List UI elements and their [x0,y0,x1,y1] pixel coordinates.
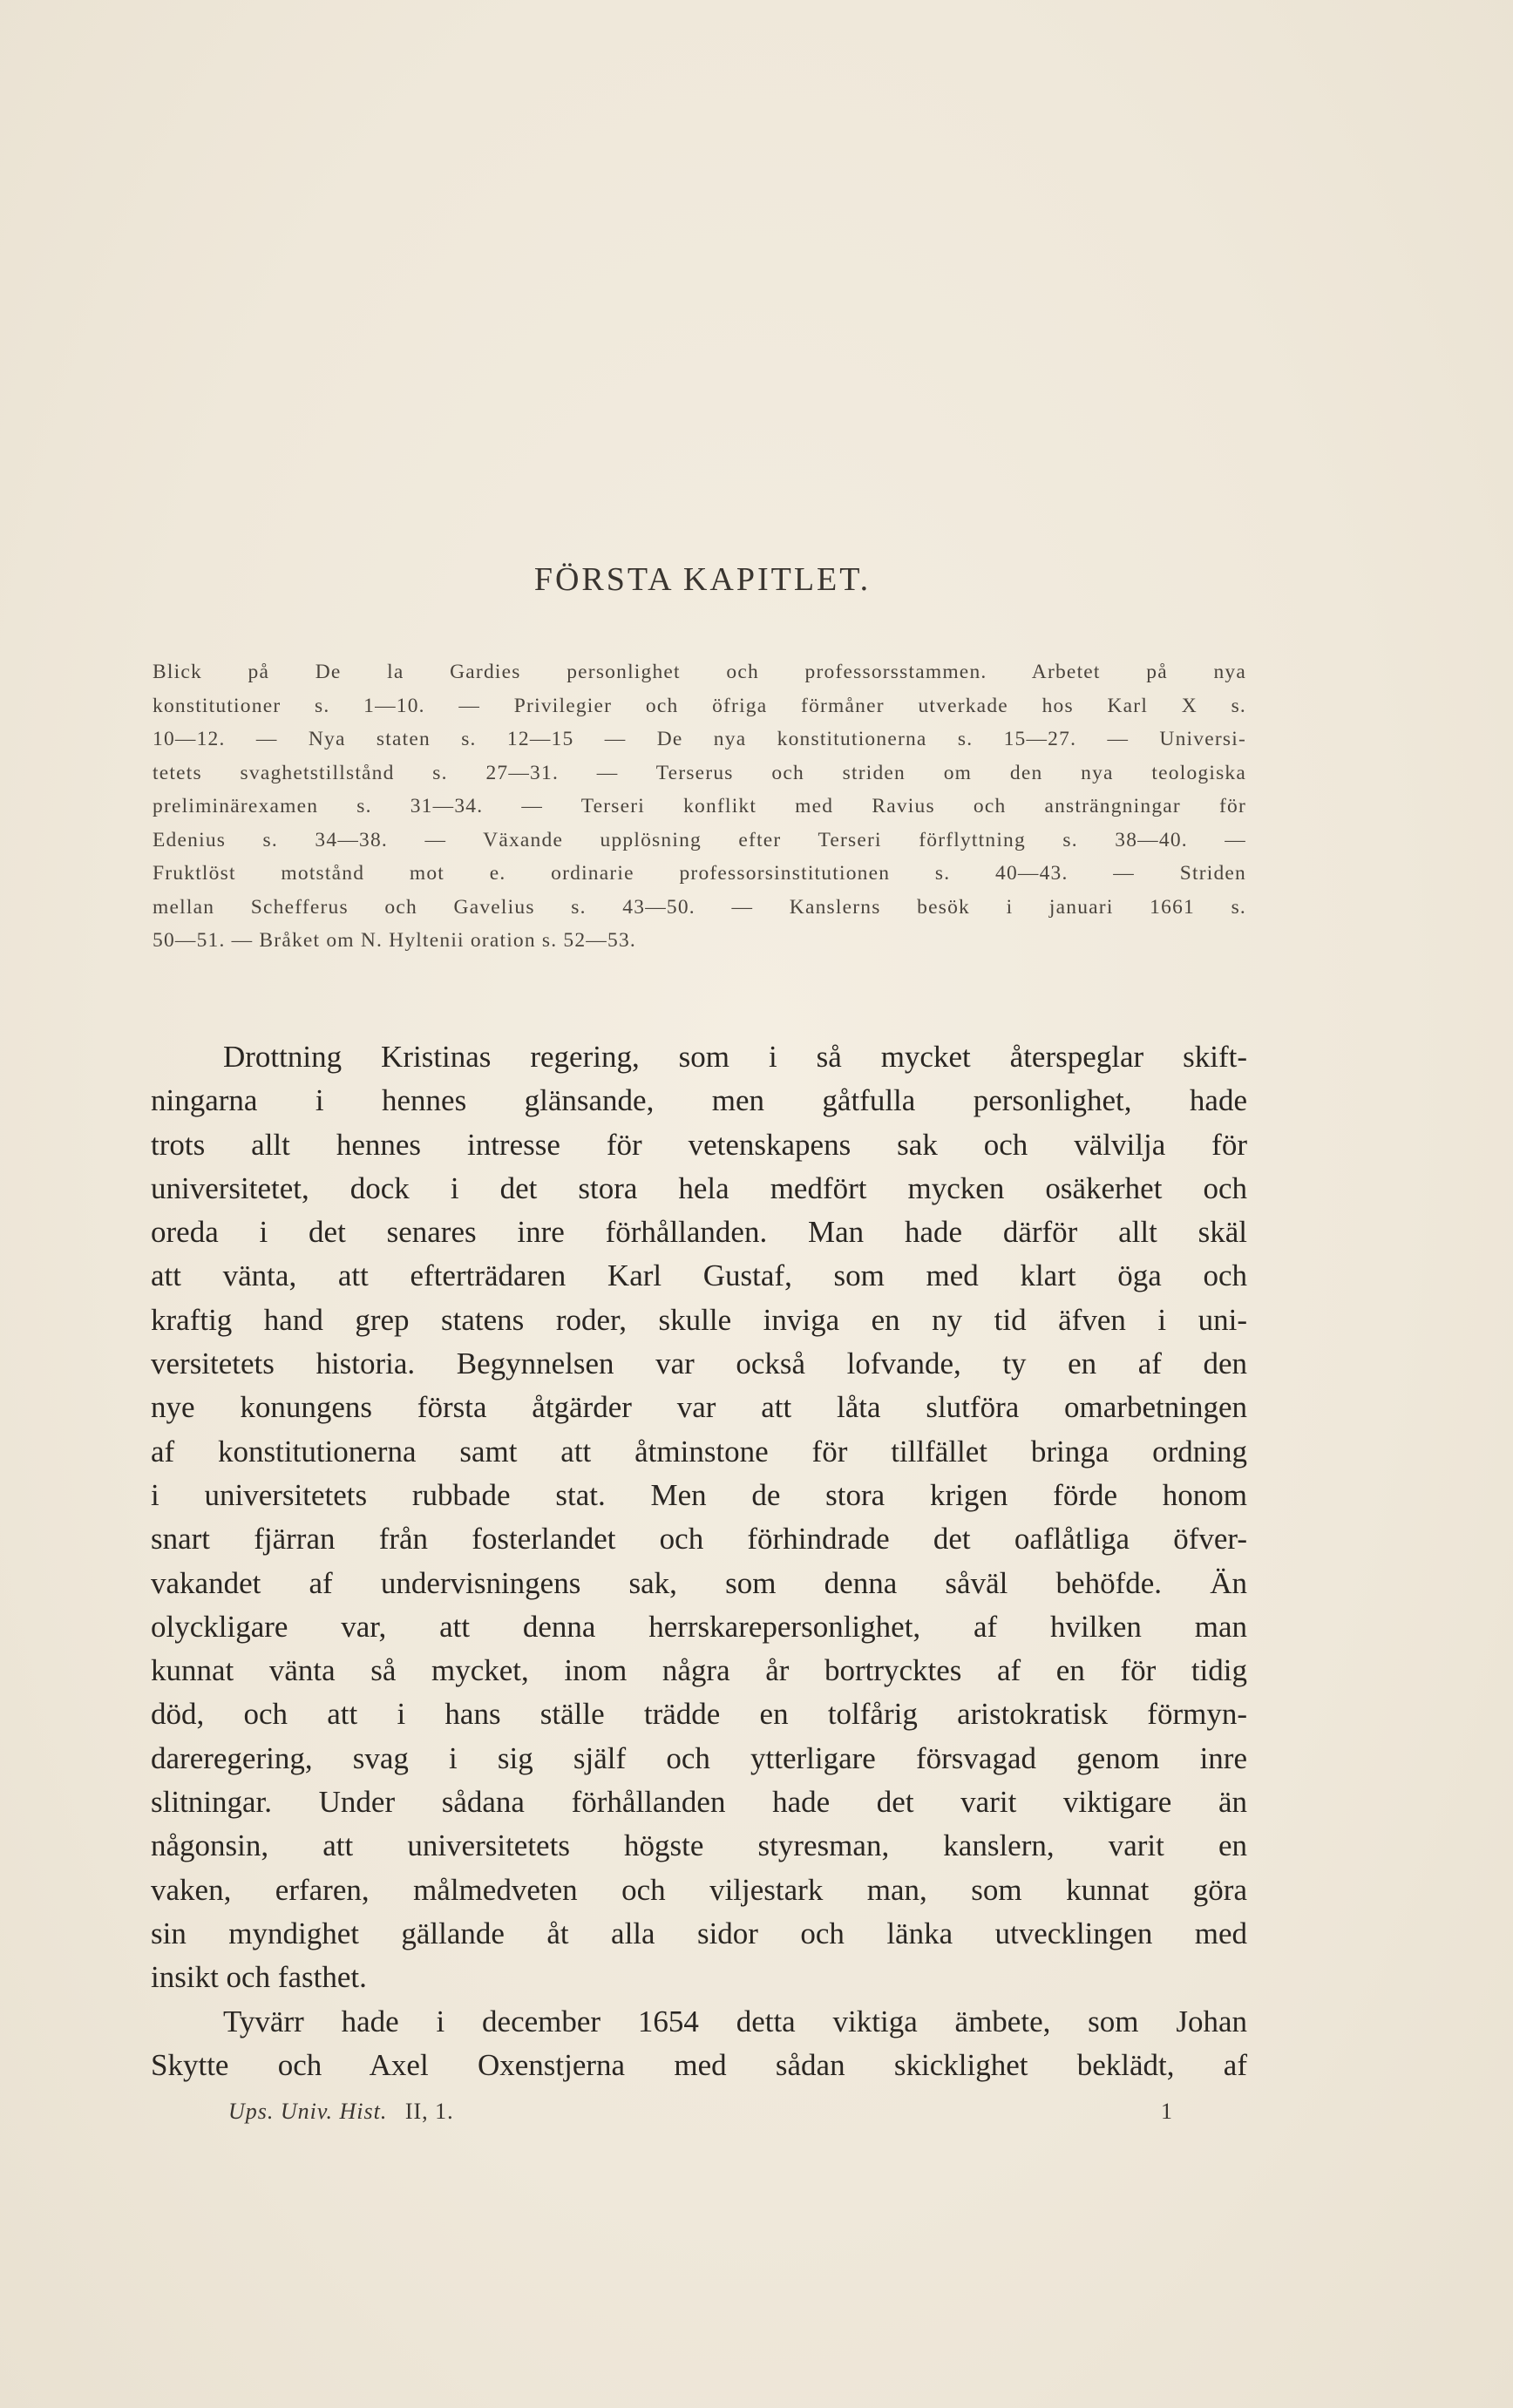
body-text [151,1035,1247,2087]
summary-line: mellan Schefferus och Gavelius s. 43—50. — Kanslerns besök i januari 1661 s. [153,895,1246,919]
summary-line: Blick på De la Gardies personlighet och professorsstammen. Arbetet på nya [153,661,1246,683]
summary-line: 50—51. — Bråket om N. Hyltenii oration s. 52—53. [153,929,636,952]
summary-line: konstitutioner s. 1—10. — Privilegier och öfriga förmåner utverkade hos Karl X s. [153,694,1246,717]
body-line: sin myndighet gällande åt alla sidor och länka utvecklingen med [151,1916,1247,1950]
body-line: versitetets historia. Begynnelsen var också lofvande, ty en af den [151,1346,1247,1381]
footer-source: Ups. Univ. Hist. [228,2099,388,2124]
body-line: någonsin, att universitetets högste styresman, kanslern, varit en [151,1828,1247,1863]
summary-line: Edenius s. 34—38. — Växande upplösning efter Terseri förflyttning s. 38—40. — [153,828,1246,851]
body-line: kraftig hand grep statens roder, skulle inviga en ny tid äfven i uni- [151,1302,1247,1337]
body-line: vakandet af undervisningens sak, som denna såväl behöfde. Än [151,1565,1247,1600]
body-line: insikt och fasthet. [151,1960,367,1995]
footer-signature: 1 [1161,2099,1172,2124]
summary-line: Fruktlöst motstånd mot e. ordinarie professorsinstitutionen s. 40—43. — Striden [153,862,1246,885]
summary-line: preliminärexamen s. 31—34. — Terseri konflikt med Ravius och ansträngningar för [153,795,1246,817]
body-line: universitetet, dock i det stora hela medfört mycken osäkerhet och [151,1170,1247,1205]
page-footer [228,2099,1187,2125]
body-line: olyckligare var, att denna herrskarepersonlighet, af hvilken man [151,1609,1247,1644]
body-line: slitningar. Under sådana förhållanden hade det varit viktigare än [151,1785,1247,1820]
body-line: snart fjärran från fosterlandet och förhindrade det oaflåtliga öfver- [151,1522,1247,1557]
body-line: nye konungens första åtgärder var att låta slutföra omarbetningen [151,1390,1247,1425]
body-line: oreda i det senares inre förhållanden. Man hade därför allt skäl [151,1215,1247,1250]
body-line: vaken, erfaren, målmedveten och viljestark man, som kunnat göra [151,1872,1247,1907]
body-line: Skytte och Axel Oxenstjerna med sådan skicklighet beklädt, af [151,2047,1247,2082]
body-line: kunnat vänta så mycket, inom några år bortrycktes af en för tidig [151,1653,1247,1688]
chapter-summary [153,655,1246,958]
body-line: trots allt hennes intresse för vetenskapens sak och välvilja för [151,1127,1247,1162]
body-line: af konstitutionerna samt att åtminstone för tillfället bringa ordning [151,1434,1247,1469]
body-line: Drottning Kristinas regering, som i så mycket återspeglar skift- [223,1040,1247,1074]
body-line: i universitetets rubbade stat. Men de stora krigen förde honom [151,1477,1247,1512]
body-line: Tyvärr hade i december 1654 detta viktiga ämbete, som Johan [223,2004,1247,2038]
footer-volume: II, 1. [404,2099,454,2124]
chapter-title: FÖRSTA KAPITLET. [533,561,872,598]
body-line: att vänta, att efterträdaren Karl Gustaf, som med klart öga och [151,1258,1247,1293]
body-line: död, och att i hans ställe trädde en tolfårig aristokratisk förmyn- [151,1697,1247,1732]
summary-line: tetets svaghetstillstånd s. 27—31. — Terserus och striden om den nya teologiska [153,761,1246,784]
body-line: dareregering, svag i sig själf och ytterligare försvagad genom inre [151,1740,1247,1775]
summary-line: 10—12. — Nya staten s. 12—15 — De nya konstitutionerna s. 15—27. — Universi- [153,728,1246,750]
body-line: ningarna i hennes glänsande, men gåtfulla personlighet, hade [151,1083,1247,1118]
